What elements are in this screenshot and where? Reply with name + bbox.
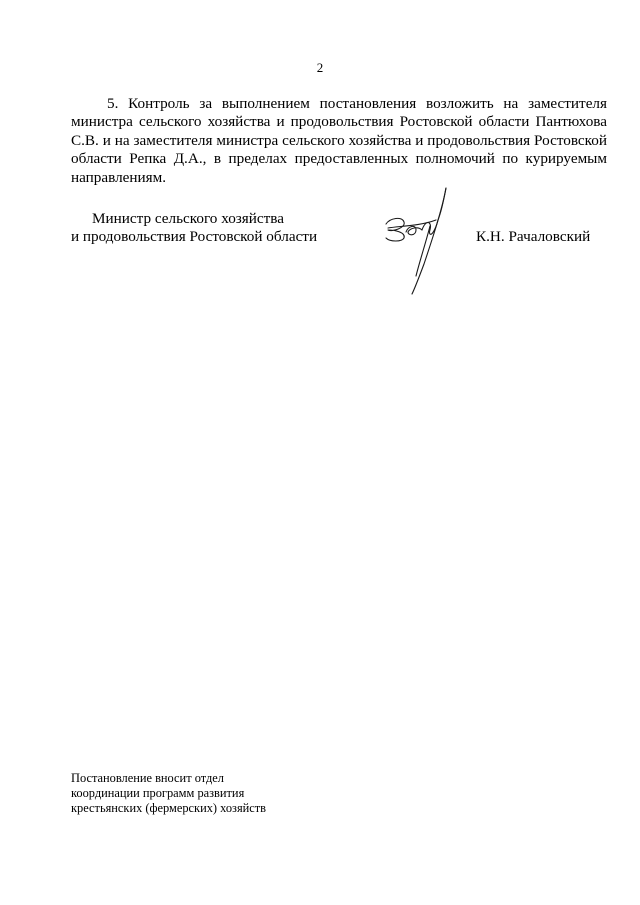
- page-number: 2: [316, 60, 324, 75]
- footer-line-2: координации программ развития: [71, 786, 245, 800]
- footer-note: [71, 771, 266, 816]
- footer-line-3: крестьянских (фермерских) хозяйств: [71, 801, 267, 815]
- footer-line-1: Постановление вносит отдел: [71, 771, 224, 785]
- signature-title-line-2: и продовольствия Ростовской области: [71, 228, 318, 246]
- signature-title-line-1: Министр сельского хозяйства: [92, 210, 285, 227]
- paragraph-control-clause: 5. Контроль за выполнением постановления возложить на заместителя министра сельского хозяйства и продовольствия Ростовской области Пантюхова С.В. и на заместителя министра сельского хозяйства и продовольствия Ростовской области Репка Д.А., в пределах предоставленных полномочий по курируемым направлениям.: [71, 95, 607, 186]
- signature-title: [71, 210, 317, 247]
- handwritten-signature-icon: [380, 180, 460, 298]
- signature-name: К.Н. Рачаловский: [476, 228, 591, 245]
